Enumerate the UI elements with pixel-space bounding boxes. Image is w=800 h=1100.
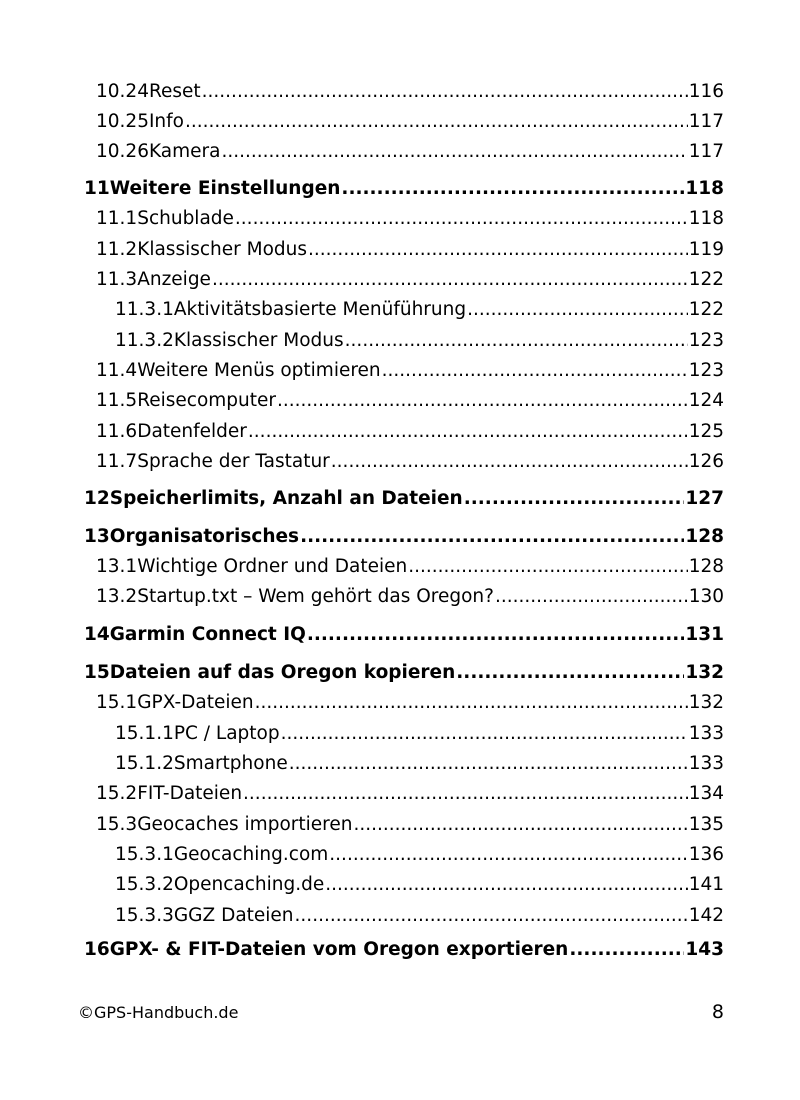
toc-chapter-entry[interactable] [84, 935, 724, 965]
toc-entry-page: 133 [688, 723, 724, 744]
toc-entry-page: 130 [688, 586, 724, 607]
toc-dot-leader [185, 107, 688, 137]
toc-entry-number: 10.25 [96, 111, 149, 132]
toc-entry-number: 11 [84, 178, 110, 199]
toc-entry-title: GGZ Dateien [173, 905, 294, 926]
toc-entry-title: Sprache der Tastatur [137, 451, 330, 472]
toc-dot-leader [202, 77, 688, 107]
toc-dot-leader [329, 840, 687, 870]
toc-entry-page: 127 [685, 488, 724, 509]
toc-entry[interactable] [96, 386, 724, 416]
toc-entry-number: 16 [84, 939, 110, 960]
toc-entry-number: 11.2 [96, 239, 138, 260]
toc-entry-number: 11.6 [96, 421, 138, 442]
toc-dot-leader [300, 522, 684, 552]
toc-entry[interactable] [115, 749, 724, 779]
toc-dot-leader [255, 688, 688, 718]
toc-entry-page: 143 [685, 939, 724, 960]
toc-dot-leader [456, 658, 684, 688]
toc-entry-title: GPX- & FIT-Dateien vom Oregon exportieren [109, 939, 569, 960]
toc-entry-page: 128 [685, 526, 724, 547]
toc-entry-page: 124 [688, 390, 724, 411]
toc-dot-leader [353, 810, 687, 840]
toc-entry-number: 13.1 [96, 556, 138, 577]
toc-entry-number: 13 [84, 526, 110, 547]
toc-entry[interactable] [96, 688, 724, 718]
toc-entry[interactable] [96, 447, 724, 477]
toc-entry[interactable] [115, 719, 724, 749]
toc-dot-leader [495, 582, 688, 612]
toc-entry-title: GPX-Dateien [137, 692, 254, 713]
toc-entry-number: 15.1.2 [115, 753, 174, 774]
toc-entry-page: 122 [688, 269, 724, 290]
toc-chapter-entry[interactable] [84, 658, 724, 688]
toc-entry-title: Weitere Menüs optimieren [137, 360, 381, 381]
toc-entry-number: 11.4 [96, 360, 138, 381]
footer-copyright: ©GPS-Handbuch.de [78, 1003, 239, 1022]
toc-entry-number: 15.3.2 [115, 874, 174, 895]
toc-entry[interactable] [115, 870, 724, 900]
footer-page-number: 8 [711, 1001, 724, 1023]
toc-entry-title: FIT-Dateien [137, 783, 243, 804]
toc-entry-number: 15.3 [96, 814, 138, 835]
toc-entry-number: 12 [84, 488, 110, 509]
toc-entry[interactable] [115, 840, 724, 870]
toc-entry-page: 128 [688, 556, 724, 577]
toc-entry-title: Wichtige Ordner und Dateien [137, 556, 408, 577]
toc-dot-leader [243, 779, 688, 809]
toc-entry[interactable] [96, 582, 724, 612]
toc-entry-page: 126 [688, 451, 724, 472]
toc-entry[interactable] [96, 417, 724, 447]
toc-entry-title: Geocaches importieren [137, 814, 353, 835]
toc-dot-leader [331, 447, 688, 477]
toc-entry-number: 11.7 [96, 451, 138, 472]
toc-chapter-entry[interactable] [84, 620, 724, 650]
toc-entry[interactable] [96, 265, 724, 295]
toc-entry-page: 117 [688, 141, 724, 162]
toc-entry-page: 136 [688, 844, 724, 865]
toc-entry-page: 123 [688, 360, 724, 381]
toc-entry-number: 11.3.1 [115, 299, 174, 320]
toc-dot-leader [408, 552, 687, 582]
toc-entry-page: 116 [688, 81, 724, 102]
toc-dot-leader [569, 935, 684, 965]
toc-dot-leader [235, 204, 688, 234]
toc-dot-leader [464, 484, 685, 514]
toc-entry[interactable] [96, 77, 724, 107]
toc-entry-page: 122 [688, 299, 724, 320]
toc-entry-page: 123 [688, 330, 724, 351]
toc-entry-number: 15.3.1 [115, 844, 174, 865]
toc-dot-leader [221, 137, 687, 167]
toc-entry-page: 118 [688, 208, 724, 229]
toc-entry-title: PC / Laptop [173, 723, 280, 744]
toc-chapter-entry[interactable] [84, 484, 724, 514]
toc-entry-title: Kamera [148, 141, 221, 162]
toc-entry-title: Smartphone [173, 753, 288, 774]
toc-entry[interactable] [115, 326, 724, 356]
toc-dot-leader [281, 719, 688, 749]
toc-entry-page: 134 [688, 783, 724, 804]
toc-entry-number: 11.1 [96, 208, 138, 229]
toc-dot-leader [341, 174, 684, 204]
toc-entry-title: Speicherlimits, Anzahl an Dateien [109, 488, 463, 509]
toc-entry-number: 15.1 [96, 692, 138, 713]
toc-entry-page: 125 [688, 421, 724, 442]
toc-dot-leader [277, 386, 688, 416]
toc-entry-title: Datenfelder [137, 421, 247, 442]
toc-entry-number: 11.3 [96, 269, 138, 290]
toc-entry-title: Organisatorisches [109, 526, 300, 547]
toc-dot-leader [307, 620, 685, 650]
toc-entry[interactable] [96, 137, 724, 167]
toc-dot-leader [382, 356, 688, 386]
toc-entry-number: 15.3.3 [115, 905, 174, 926]
toc-dot-leader [295, 901, 688, 931]
toc-entry-title: Startup.txt – Wem gehört das Oregon? [137, 586, 494, 607]
toc-entry-number: 10.26 [96, 141, 149, 162]
toc-dot-leader [467, 295, 688, 325]
toc-chapter-entry[interactable] [84, 174, 724, 204]
toc-entry-title: Info [148, 111, 184, 132]
toc-entry-page: 131 [685, 624, 724, 645]
toc-dot-leader [289, 749, 688, 779]
toc-entry[interactable] [96, 810, 724, 840]
toc-dot-leader [308, 235, 688, 265]
toc-entry-number: 14 [84, 624, 110, 645]
toc-entry-title: Garmin Connect IQ [109, 624, 306, 645]
toc-entry-title: Klassischer Modus [173, 330, 344, 351]
toc-entry[interactable] [96, 235, 724, 265]
toc-entry[interactable] [96, 107, 724, 137]
toc-entry[interactable] [115, 295, 724, 325]
toc-entry[interactable] [96, 356, 724, 386]
toc-entry-title: Schublade [137, 208, 234, 229]
toc-entry-page: 117 [688, 111, 724, 132]
toc-dot-leader [212, 265, 688, 295]
toc-entry-title: Anzeige [137, 269, 211, 290]
toc-entry-number: 11.3.2 [115, 330, 174, 351]
toc-entry-page: 118 [685, 178, 724, 199]
toc-entry-title: Weitere Einstellungen [109, 178, 341, 199]
toc-entry-page: 142 [688, 905, 724, 926]
toc-entry-title: Reset [148, 81, 201, 102]
toc-dot-leader [345, 326, 688, 356]
toc-entry-number: 15.2 [96, 783, 138, 804]
toc-entry-page: 135 [688, 814, 724, 835]
toc-entry-page: 132 [688, 692, 724, 713]
toc-entry-number: 15.1.1 [115, 723, 174, 744]
toc-entry-page: 119 [688, 239, 724, 260]
toc-entry-title: Reisecomputer [137, 390, 276, 411]
toc-entry-number: 10.24 [96, 81, 149, 102]
toc-entry-title: Klassischer Modus [137, 239, 308, 260]
toc-entry-title: Opencaching.de [173, 874, 325, 895]
toc-entry-page: 133 [688, 753, 724, 774]
toc-entry-number: 15 [84, 662, 110, 683]
toc-entry[interactable] [115, 901, 724, 931]
toc-chapter-entry[interactable] [84, 522, 724, 552]
toc-entry[interactable] [96, 779, 724, 809]
toc-entry-page: 141 [688, 874, 724, 895]
toc-entry[interactable] [96, 204, 724, 234]
toc-entry-number: 13.2 [96, 586, 138, 607]
toc-entry-title: Dateien auf das Oregon kopieren [109, 662, 456, 683]
toc-dot-leader [325, 870, 687, 900]
toc-entry-title: Aktivitätsbasierte Menüführung [173, 299, 467, 320]
toc-entry-number: 11.5 [96, 390, 138, 411]
toc-entry-page: 132 [685, 662, 724, 683]
toc-entry[interactable] [96, 552, 724, 582]
toc-dot-leader [248, 417, 688, 447]
toc-entry-title: Geocaching.com [173, 844, 329, 865]
